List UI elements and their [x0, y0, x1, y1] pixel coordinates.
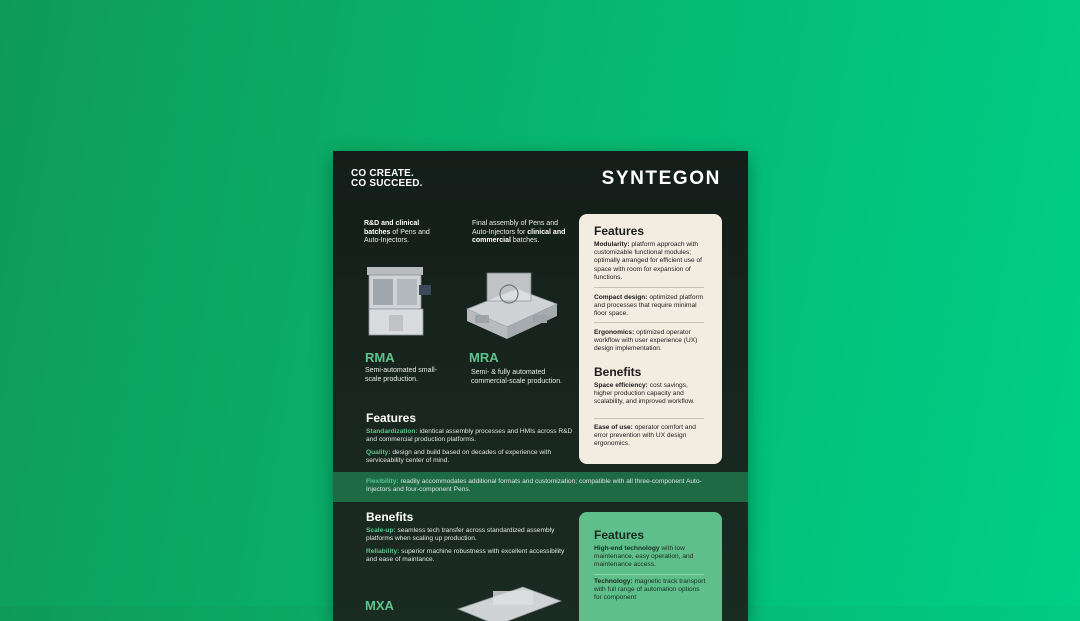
feature-flexibility-text: readily accommodates additional formats and customization; compatible with all three-component Auto-Injectors and four-component Pens.: [366, 478, 702, 494]
card-feature-compact-design: [594, 294, 707, 319]
benefit-reliability-text: superior machine robustness with excellent accessibility and ease of maintance.: [366, 548, 565, 564]
card-benefit-space-text: cost savings, higher production capacity and scalability, and improved workflow.: [594, 382, 695, 406]
card-benefit-ease-text: operator comfort and error prevention with UX design ergonomics.: [594, 424, 696, 448]
card-feature-modularity: [594, 241, 707, 282]
card-features-heading: Features: [594, 224, 645, 238]
rma-description: Semi-automated small-scale production.: [365, 367, 437, 383]
green-card-feature-technology: [594, 578, 707, 603]
card-benefits-heading: Benefits: [594, 365, 642, 379]
benefit-reliability-key: Reliability:: [366, 548, 400, 555]
rma-intro: [364, 220, 444, 246]
benefit-reliability: [366, 548, 576, 564]
mra-intro-tail: batches.: [510, 237, 540, 244]
rma-intro-bold: R&D and clinical batches: [364, 220, 420, 236]
green-card-high-end-key: High-end technology: [594, 545, 660, 552]
benefits-heading: Benefits: [366, 510, 414, 524]
mra-machine-image: [457, 259, 562, 344]
card-benefit-ease-key: Ease of use:: [594, 424, 633, 431]
syntegon-logo: SYNTEGON: [601, 168, 721, 189]
card-feature-compact-key: Compact design:: [594, 294, 648, 301]
feature-quality-text: design and build based on decades of experience with serviceability center of mind.: [366, 449, 552, 465]
mra-intro-bold: clinical and commercial: [472, 228, 566, 244]
cocreate-line-1: CO CREATE.: [351, 168, 414, 179]
feature-quality-key: Quality:: [366, 449, 391, 456]
green-card-feature-high-end: [594, 545, 707, 570]
card-benefit-ease-of-use: [594, 424, 707, 449]
cocreate-brand-mark: [351, 169, 423, 189]
brochure-page: [333, 151, 748, 621]
card-benefit-space-key: Space efficiency:: [594, 382, 648, 389]
mxa-title: MXA: [365, 598, 394, 613]
feature-standardization-text: identical assembly processes and HMIs across R&D and commercial production platforms.: [366, 428, 573, 444]
mxa-machine-image: [453, 579, 563, 621]
feature-flexibility-key: Flexibility:: [366, 478, 399, 485]
feature-standardization-key: Standardization:: [366, 428, 418, 435]
mxa-features-card: [579, 512, 722, 621]
green-card-technology-text: magnetic track transport with full range of automation options for component: [594, 578, 706, 602]
green-card-features-heading: Features: [594, 528, 645, 542]
benefit-scale-up-text: seamless tech transfer across standardized assembly platforms when scaling up production.: [366, 527, 555, 543]
mra-intro-text: Final assembly of Pens and Auto-Injectors for: [472, 220, 558, 236]
card-benefit-space-efficiency: [594, 382, 707, 407]
feature-standardization: [366, 428, 576, 444]
benefit-scale-up-key: Scale-up:: [366, 527, 396, 534]
card-divider: [594, 574, 704, 575]
features-benefits-card: [579, 214, 722, 464]
card-feature-ergonomics: [594, 329, 707, 354]
card-feature-ergonomics-key: Ergonomics:: [594, 329, 635, 336]
card-feature-modularity-key: Modularity:: [594, 241, 630, 248]
cocreate-line-2: CO SUCCEED.: [351, 178, 423, 189]
card-divider: [594, 418, 704, 419]
rma-machine-image: [359, 259, 439, 339]
mra-title: MRA: [469, 350, 499, 365]
card-feature-modularity-text: platform approach with customizable functional modules; optimally arranged for efficient use of space with room for expansion of functions.: [594, 241, 703, 281]
features-heading: Features: [366, 411, 417, 425]
card-divider: [594, 287, 704, 288]
rma-intro-text: of Pens and Auto-Injectors.: [364, 228, 430, 244]
mra-description: Semi- & fully automated commercial-scale production.: [471, 369, 563, 385]
mra-intro: [472, 220, 572, 246]
card-feature-compact-text: optimized platform and processes that require minimal floor space.: [594, 294, 704, 318]
green-card-high-end-text: with low maintenance, easy operation, and maintenance access.: [594, 545, 694, 569]
rma-title: RMA: [365, 350, 395, 365]
benefit-scale-up: [366, 527, 576, 543]
card-divider: [594, 322, 704, 323]
green-card-technology-key: Technology:: [594, 578, 633, 585]
feature-flexibility: [366, 478, 726, 494]
feature-quality: [366, 449, 576, 465]
card-feature-ergonomics-text: optimized operator workflow with user experience (UX) design implementation.: [594, 329, 698, 353]
